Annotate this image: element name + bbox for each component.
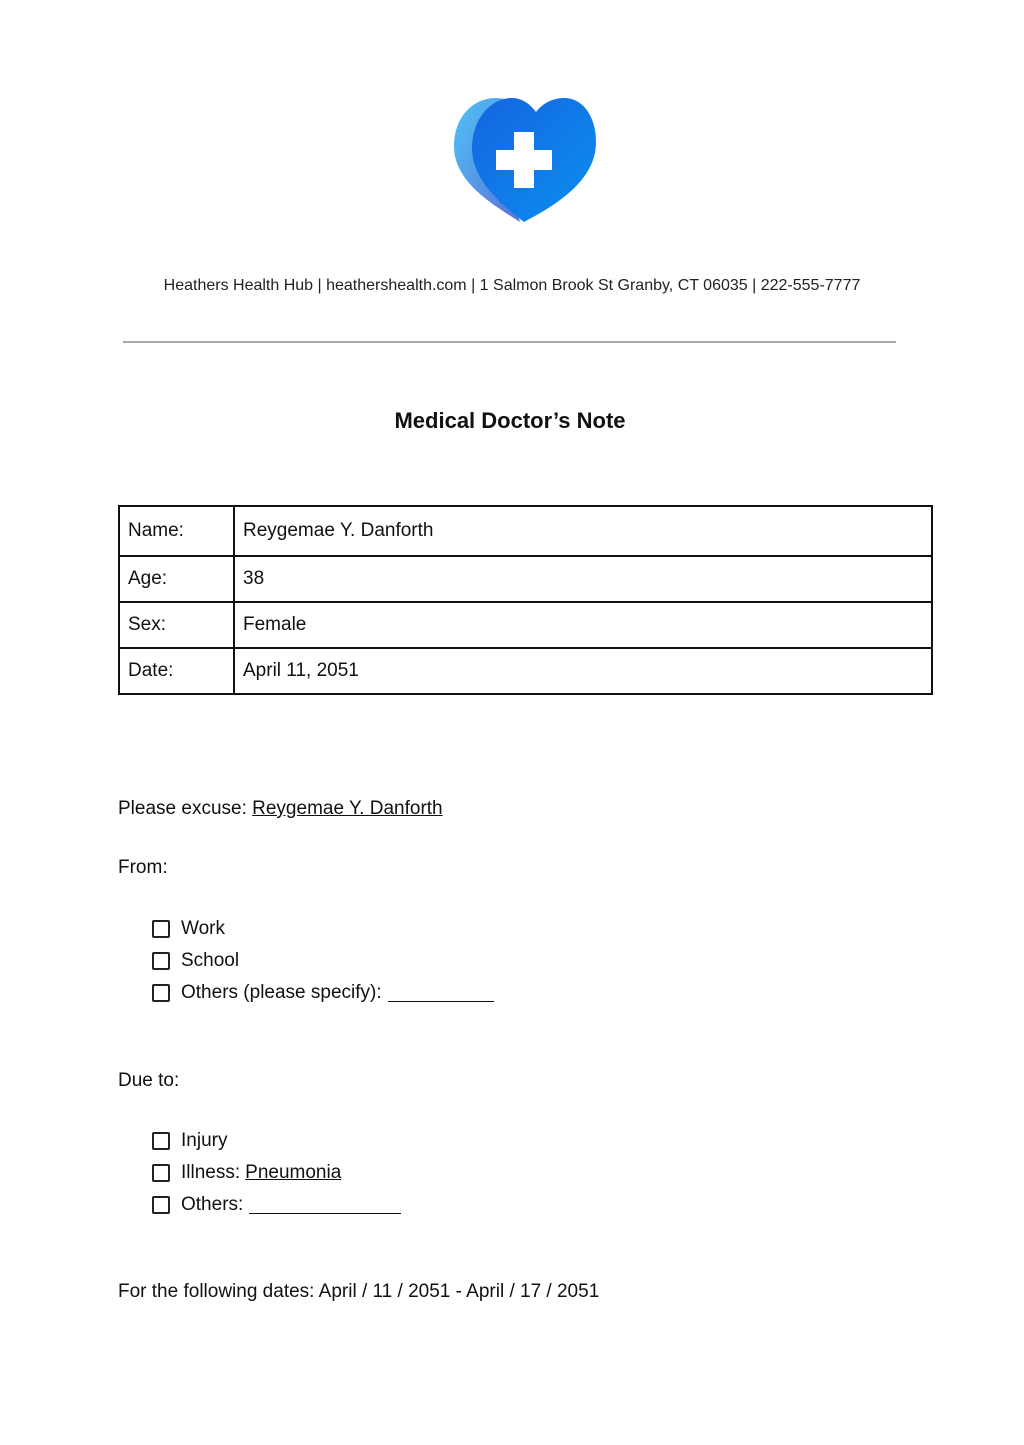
from-option-school xyxy=(152,950,239,972)
name-value: Reygemae Y. Danforth xyxy=(234,506,932,556)
header-divider xyxy=(123,341,896,343)
option-label: Others (please specify): xyxy=(181,982,382,1003)
table-row xyxy=(119,602,932,648)
age-value: 38 xyxy=(234,556,932,602)
name-label: Name: xyxy=(119,506,234,556)
checkbox[interactable] xyxy=(152,952,170,970)
option-label: Illness: xyxy=(181,1162,241,1183)
table-row xyxy=(119,556,932,602)
sex-value: Female xyxy=(234,602,932,648)
specify-blank[interactable] xyxy=(388,985,494,1002)
age-label: Age: xyxy=(119,556,234,602)
excuse-name: Reygemae Y. Danforth xyxy=(252,798,443,819)
option-label: School xyxy=(181,950,240,971)
due-option-injury xyxy=(152,1130,227,1152)
checkbox[interactable] xyxy=(152,1164,170,1182)
due-to-label: Due to: xyxy=(118,1070,180,1091)
date-label: Date: xyxy=(119,648,234,694)
checkbox[interactable] xyxy=(152,1132,170,1150)
sex-label: Sex: xyxy=(119,602,234,648)
excuse-label: Please excuse: xyxy=(118,798,253,819)
from-option-others xyxy=(152,982,494,1004)
patient-info-table xyxy=(118,505,933,695)
checkbox[interactable] xyxy=(152,1196,170,1214)
checkbox[interactable] xyxy=(152,920,170,938)
option-label: Others: xyxy=(181,1194,244,1215)
document-title: Medical Doctor’s Note xyxy=(394,408,626,433)
excuse-line xyxy=(118,798,443,820)
table-row xyxy=(119,506,932,556)
date-value: April 11, 2051 xyxy=(234,648,932,694)
due-option-others xyxy=(152,1194,401,1216)
dates-line: For the following dates: April / 11 / 2051 - April / 17 / 2051 xyxy=(118,1281,600,1302)
illness-detail: Pneumonia xyxy=(245,1162,342,1183)
heart-medical-cross-icon xyxy=(452,96,598,224)
option-label: Injury xyxy=(181,1130,228,1151)
checkbox[interactable] xyxy=(152,984,170,1002)
table-row xyxy=(119,648,932,694)
contact-line: Heathers Health Hub | heathershealth.com | 1 Salmon Brook St Granby, CT 06035 | 222-555-7777 xyxy=(163,277,861,294)
from-option-work xyxy=(152,918,225,940)
due-option-illness xyxy=(152,1162,341,1184)
option-label: Work xyxy=(181,918,225,939)
others-blank[interactable] xyxy=(249,1197,401,1214)
from-label: From: xyxy=(118,857,168,878)
